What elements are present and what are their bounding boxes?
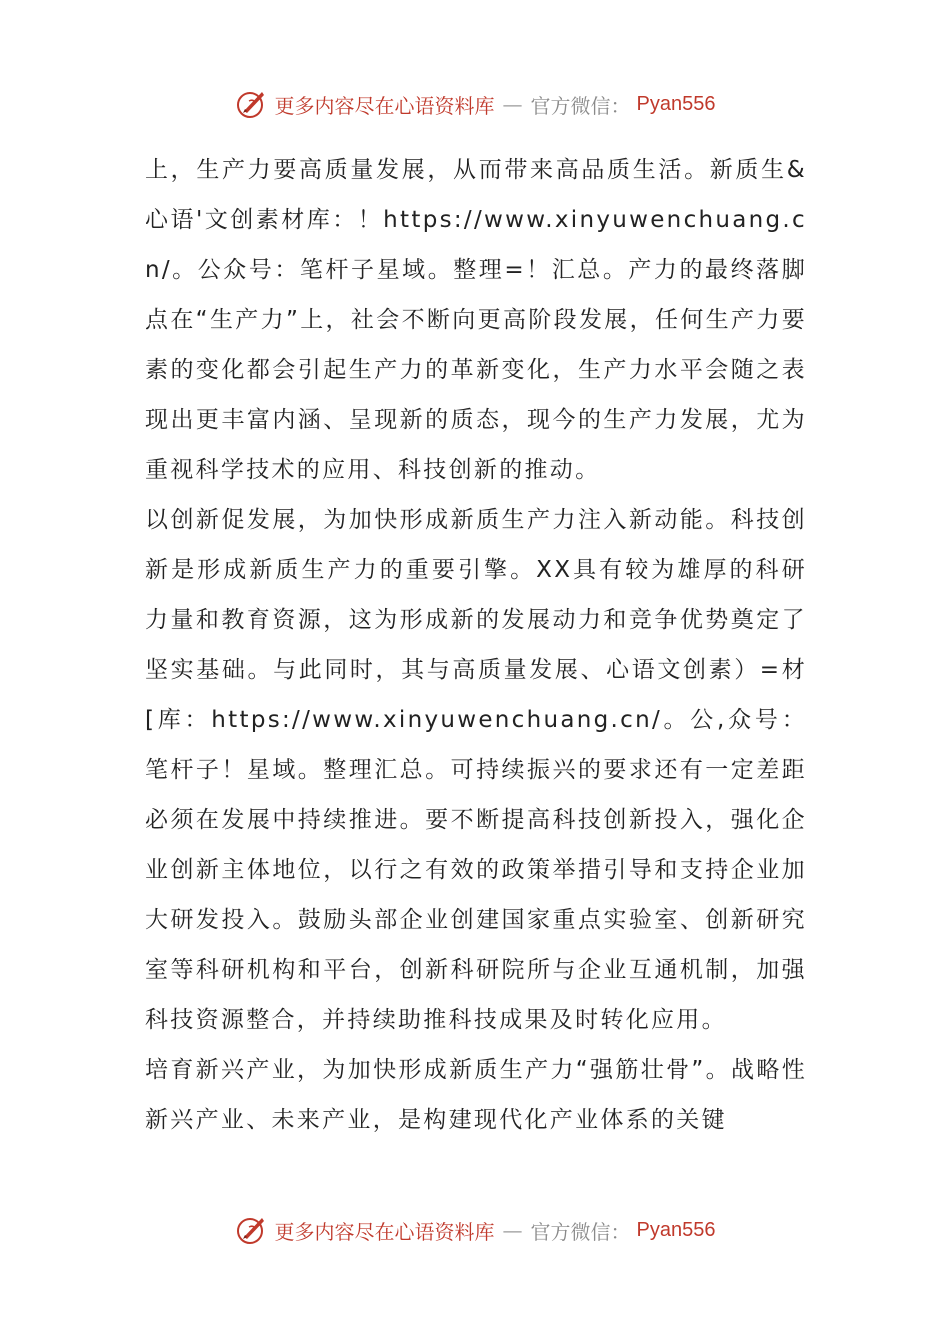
header-brand-text: 更多内容尽在心语资料库 <box>274 93 495 118</box>
document-body <box>145 145 807 1145</box>
paragraph-2: 以创新促发展，为加快形成新质生产力注入新动能。科技创新是形成新质生产力的重要引擎。XX具有较为雄厚的科研力量和教育资源，这为形成新的发展动力和竞争优势奠定了坚实基础。与此同时，其与高质量发展、心语文创素）=材[库：https://www.xinyuwenchuang.cn/。公,众号：笔杆子！星域。整理汇总。可持续振兴的要求还有一定差距必须在发展中持续推进。要不断提高科技创新投入，强化企业创新主体地位，以行之有效的政策举措引导和支持企业加大研发投入。鼓励头部企业创建国家重点实验室、创新研究室等科研机构和平台，创新科研院所与企业互通机制，加强科技资源整合，并持续助推科技成果及时转化应用。 <box>145 507 807 1033</box>
paragraph-3: 培育新兴产业，为加快形成新质生产力“强筋壮骨”。战略性新兴产业、未来产业，是构建现代化产业体系的关键 <box>145 1057 807 1133</box>
footer-wechat-id: Pyan556 <box>636 1218 716 1241</box>
footer-separator: — <box>502 1218 523 1242</box>
footer-wechat-label: 官方微信： <box>530 1219 631 1244</box>
header-separator: — <box>502 92 523 116</box>
paragraph-1: 上，生产力要高质量发展，从而带来高品质生活。新质生&心语'文创素材库：！https://www.xinyuwenchuang.cn/。公众号：笔杆子星域。整理=！汇总。产力的最终落脚点在“生产力”上，社会不断向更高阶段发展，任何生产力要素的变化都会引起生产力的革新变化，生产力水平会随之表现出更丰富内涵、呈现新的质态，现今的生产力发展，尤为重视科学技术的应用、科技创新的推动。 <box>145 157 807 483</box>
page-footer-banner <box>0 1208 950 1252</box>
header-wechat-id: Pyan556 <box>636 92 716 115</box>
quill-pen-logo-icon <box>235 1213 269 1247</box>
header-wechat-label: 官方微信： <box>530 93 631 118</box>
footer-brand-text: 更多内容尽在心语资料库 <box>274 1219 495 1244</box>
page-header-banner <box>0 82 950 126</box>
quill-pen-logo-icon <box>235 87 269 121</box>
